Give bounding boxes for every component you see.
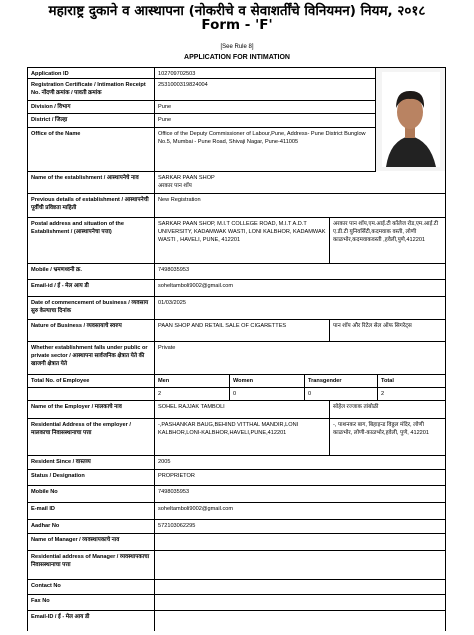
row-application-id	[27, 68, 376, 79]
value-postal-address-mr: अरकार पान शॉप,एम.आई.टी कॉलेज रोड,एम.आई.टी ए.डी.टी युनिवर्सिटी,कदमवाक वस्ती, लोणी काळभोर,कदमवाकवस्ती ,हवेली,पुणे,412201	[330, 218, 446, 263]
label-district: District / जिल्हा	[27, 114, 155, 127]
employees-header-women: Women	[230, 375, 305, 387]
label-email: Email-id / ई - मेल आय डी	[27, 280, 155, 296]
label-commencement-date: Date of commencement of business / व्यवसाय सुरु केल्याचा दिनांक	[27, 297, 155, 319]
value-nature-of-business-mr: पान शॉप और रिटेल सेल ऑफ सिगरेट्स	[330, 320, 446, 341]
label-employer-address: Residential Address of the employer / मालकाचा निवासस्थानाचा पत्ता	[27, 419, 155, 455]
form-subtitle: APPLICATION FOR INTIMATION	[184, 54, 290, 61]
label-employer-mobile: Mobile No	[27, 486, 155, 502]
label-status: Status / Designation	[27, 470, 155, 485]
row-resident-since	[27, 456, 446, 470]
label-division: Division / विभाग	[27, 101, 155, 113]
label-employer-name: Name of the Employer / मालकाचे नाव	[27, 401, 155, 418]
rule-reference: [See Rule 8]	[220, 44, 254, 50]
employees-men: 2	[155, 388, 230, 400]
label-registration-no: Registration Certificate / Intimation Receipt No. नोंदणी क्रमांक / पावती क्रमांक	[27, 79, 155, 100]
employees-header-men: Men	[155, 375, 230, 387]
label-mobile: Mobile / भ्रमणध्वनी क्र.	[27, 264, 155, 279]
row-sector	[27, 342, 446, 375]
row-postal-address	[27, 218, 446, 264]
label-establishment-name: Name of the establishment / आस्थापनेचे नाव	[27, 172, 155, 193]
value-sector: Private	[155, 342, 446, 374]
row-email	[27, 280, 446, 297]
value-manager-email	[155, 611, 446, 631]
row-manager-email	[27, 611, 446, 631]
row-aadhar	[27, 520, 446, 534]
employees-header-total: Total	[378, 375, 446, 387]
employees-total: 2	[378, 388, 446, 400]
row-manager-name	[27, 534, 446, 551]
value-registration-no: 2531000319824004	[155, 79, 376, 100]
row-division	[27, 101, 376, 114]
value-status: PROPRIETOR	[155, 470, 446, 485]
value-nature-of-business: PAAN SHOP AND RETAIL SALE OF CIGARETTES	[155, 320, 330, 341]
person-photo-icon	[376, 68, 445, 171]
value-employer-email: soheltamboli9002@gmail.com	[155, 503, 446, 519]
label-application-id: Application ID	[27, 68, 155, 78]
value-previous-details: New Registration	[155, 194, 446, 217]
value-employer-name: SOHEL RAJJAK TAMBOLI	[155, 401, 330, 418]
label-manager-name: Name of Manager / व्यवस्थापकाचे नाव	[27, 534, 155, 550]
employees-transgender: 0	[305, 388, 378, 400]
value-manager-address	[155, 551, 446, 579]
applicant-photo	[376, 68, 446, 172]
value-establishment-name-mr: अरकार पान शॉप	[158, 183, 192, 189]
value-employer-address: -,PASHANKAR BAUG,BEHIND VITTHAL MANDIR,LONI KALBHOR,LONI-KALBHOR,HAVELI,PUNE,412201	[155, 419, 330, 455]
value-email: soheltamboli9002@gmail.com	[155, 280, 446, 296]
value-district: Pune	[155, 114, 376, 127]
row-manager-address	[27, 551, 446, 580]
row-contact-no	[27, 580, 446, 595]
label-manager-email: Email-ID / ई - मेल आय डी	[27, 611, 155, 631]
row-establishment-name	[27, 172, 446, 194]
label-previous-details: Previous details of establishment / आस्थापनेची पूर्वीची प्रविष्टता माहिती	[27, 194, 155, 217]
value-office: Office of the Deputy Commissioner of Labour,Pune, Address- Pune District Bunglow No.5, Mumbai - Pune Road, Shivaji Nagar, Pune-411005	[155, 128, 376, 171]
value-commencement-date: 01/03/2025	[155, 297, 446, 319]
value-employer-name-mr: सोहेल रज्जाक तांबोळी	[330, 401, 446, 418]
value-manager-name	[155, 534, 446, 550]
label-manager-address: Residential address of Manager / व्यवस्थापकाचा निवासस्थानाचा पत्ता	[27, 551, 155, 579]
value-division: Pune	[155, 101, 376, 113]
value-establishment-name-en: SARKAR PAAN SHOP	[158, 175, 215, 181]
value-contact-no	[155, 580, 446, 594]
value-employer-mobile: 7498035953	[155, 486, 446, 502]
value-postal-address: SARKAR PAAN SHOP, M.I.T COLLEGE ROAD, M.I.T A.D.T UNIVERSITY, KADAMWAK WASTI, LONI KALBHOR, KADAMWAK WASTI , HAVELI, PUNE, 412201	[155, 218, 330, 263]
form-title	[0, 4, 474, 32]
label-total-employees: Total No. of Employee	[27, 375, 155, 400]
label-sector: Whether establishment falls under public or private sector / आस्थापना सार्वजनिक क्षेत्रात येते की खाजगी क्षेत्रात येते	[27, 342, 155, 374]
row-employees-values	[27, 388, 446, 401]
label-aadhar: Aadhar No	[27, 520, 155, 533]
row-mobile	[27, 264, 446, 280]
row-nature-of-business	[27, 320, 446, 342]
value-aadhar: 572103062295	[155, 520, 446, 533]
label-fax-no: Fax No	[27, 595, 155, 610]
row-registration-no	[27, 79, 376, 101]
row-commencement-date	[27, 297, 446, 320]
employees-header-transgender: Transgender	[305, 375, 378, 387]
value-fax-no	[155, 595, 446, 610]
label-resident-since: Resident Since / वास्तव्य	[27, 456, 155, 469]
row-employer-name	[27, 401, 446, 419]
value-resident-since: 2005	[155, 456, 446, 469]
value-mobile: 7498035953	[155, 264, 446, 279]
row-fax-no	[27, 595, 446, 611]
label-nature-of-business: Nature of Business / व्यवसायाचे स्वरुप	[27, 320, 155, 341]
row-status	[27, 470, 446, 486]
value-application-id: 102709702503	[155, 68, 376, 78]
row-employer-address	[27, 419, 446, 456]
employees-women: 0	[230, 388, 305, 400]
label-postal-address: Postal address and situation of the Establishment / (आस्थापनेचा पत्ता)	[27, 218, 155, 263]
title-form: Form - 'F'	[201, 17, 273, 33]
row-employer-mobile	[27, 486, 446, 503]
row-district	[27, 114, 376, 128]
label-office: Office of the Name	[27, 128, 155, 171]
value-establishment-name	[155, 172, 446, 193]
label-contact-no: Contact No	[27, 580, 155, 594]
row-office	[27, 128, 376, 172]
row-employer-email	[27, 503, 446, 520]
row-employees-header	[27, 375, 446, 388]
label-employer-email: E-mail ID	[27, 503, 155, 519]
application-table	[27, 67, 446, 635]
row-previous-details	[27, 194, 446, 218]
value-employer-address-mr: -, पाशनकर बाग, बिहाइन्ड विठ्ठल मंदिर, लोणी काळभोर, लोणी-काळभोर,हवेली, पुणे, 412201	[330, 419, 446, 455]
title-marathi: महाराष्ट्र दुकाने व आस्थापना (नोकरीचे व सेवाशर्तींचे विनियमन) नियम, २०१८	[48, 3, 426, 19]
